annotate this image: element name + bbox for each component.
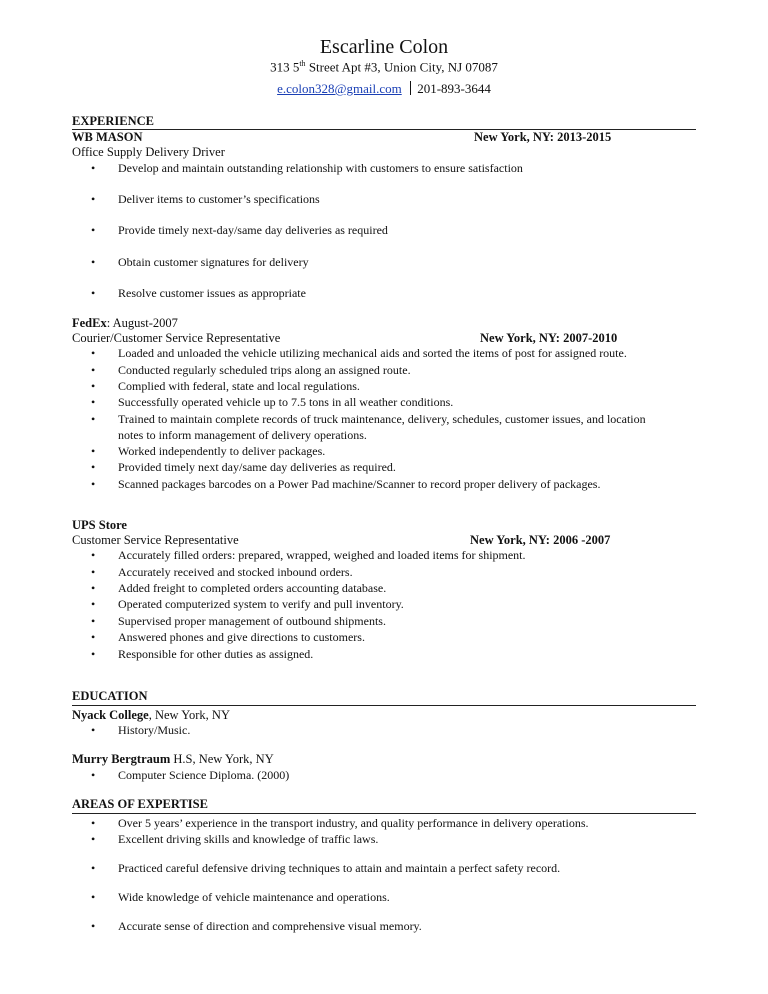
bullet-marker: • — [91, 363, 96, 377]
address-rest: Street Apt #3, Union City, NJ 07087 — [305, 59, 498, 75]
bullet-marker: • — [91, 581, 96, 595]
job-location-date: New York, NY: 2007-2010 — [480, 331, 618, 345]
candidate-name: Escarline Colon — [319, 36, 449, 58]
bullet-marker: • — [91, 723, 96, 737]
job-company: FedEx — [72, 316, 107, 330]
job-bullet: Accurately filled orders: prepared, wrapped, weighed and loaded items for shipment. — [118, 548, 526, 562]
job-company-suffix: : August-2007 — [106, 316, 178, 330]
expertise-item: Practiced careful defensive driving techniques to attain and maintain a perfect safety record. — [118, 861, 561, 875]
job-location-date: New York, NY: 2006 -2007 — [470, 533, 611, 547]
bullet-marker: • — [91, 597, 96, 611]
school-name: Nyack College — [72, 708, 149, 722]
bullet-marker: • — [91, 861, 96, 875]
bullet-marker: • — [91, 890, 96, 904]
job-location-date: New York, NY: 2013-2015 — [474, 130, 612, 144]
education-entry — [72, 752, 274, 767]
job-bullet: Complied with federal, state and local regulations. — [118, 379, 360, 393]
job-bullet: Deliver items to customer’s specifications — [118, 192, 320, 206]
bullet-marker: • — [91, 223, 96, 237]
job-company: UPS Store — [72, 518, 127, 532]
contact-line — [0, 81, 768, 97]
bullet-marker: • — [91, 444, 96, 458]
school-location: H.S, New York, NY — [170, 752, 274, 766]
email-link[interactable]: e.colon328@gmail.com — [277, 81, 402, 96]
job-bullet: Operated computerized system to verify and pull inventory. — [118, 597, 404, 611]
bullet-marker: • — [91, 647, 96, 661]
bullet-marker: • — [91, 286, 96, 300]
job-bullet: Provide timely next-day/same day deliveries as required — [118, 223, 388, 237]
bullet-marker: • — [91, 255, 96, 269]
section-rule — [72, 813, 696, 814]
bullet-marker: • — [91, 565, 96, 579]
expertise-item: Over 5 years’ experience in the transport industry, and quality performance in delivery operations. — [118, 816, 589, 830]
job-bullet: Added freight to completed orders accounting database. — [118, 581, 387, 595]
job-bullet: Trained to maintain complete records of truck maintenance, delivery, schedules, customer issues, and location — [118, 412, 646, 426]
job-bullet: Provided timely next day/same day deliveries as required. — [118, 460, 396, 474]
bullet-marker: • — [91, 460, 96, 474]
education-detail: History/Music. — [118, 723, 191, 737]
job-bullet: Conducted regularly scheduled trips along an assigned route. — [118, 363, 411, 377]
section-rule — [72, 705, 696, 706]
job-bullet: Scanned packages barcodes on a Power Pad machine/Scanner to record proper delivery of packages. — [118, 477, 601, 491]
bullet-marker: • — [91, 161, 96, 175]
bullet-marker: • — [91, 379, 96, 393]
job-title: Office Supply Delivery Driver — [72, 145, 225, 159]
job-bullet: Accurately received and stocked inbound orders. — [118, 565, 353, 579]
job-bullet-continuation: notes to inform management of delivery operations. — [118, 428, 367, 442]
education-detail: Computer Science Diploma. (2000) — [118, 768, 290, 782]
bullet-marker: • — [91, 477, 96, 491]
address-number: 313 5 — [270, 59, 300, 75]
school-name: Murry Bergtraum — [72, 752, 171, 766]
bullet-marker: • — [91, 192, 96, 206]
school-location: , New York, NY — [148, 708, 230, 722]
job-bullet: Supervised proper management of outbound shipments. — [118, 614, 386, 628]
job-company: WB MASON — [72, 130, 143, 144]
bullet-marker: • — [91, 412, 96, 426]
bullet-marker: • — [91, 346, 96, 360]
expertise-item: Excellent driving skills and knowledge of traffic laws. — [118, 832, 379, 846]
expertise-item: Accurate sense of direction and comprehensive visual memory. — [118, 919, 422, 933]
section-heading-expertise: AREAS OF EXPERTISE — [72, 797, 208, 811]
bullet-marker: • — [91, 630, 96, 644]
address-line — [0, 59, 768, 75]
bullet-marker: • — [91, 395, 96, 409]
bullet-marker: • — [91, 548, 96, 562]
job-bullet: Obtain customer signatures for delivery — [118, 255, 309, 269]
bullet-marker: • — [91, 614, 96, 628]
bullet-marker: • — [91, 768, 96, 782]
job-bullet: Loaded and unloaded the vehicle utilizing mechanical aids and sorted the items of post for assigned route. — [118, 346, 627, 360]
phone-number: 201-893-3644 — [417, 81, 491, 96]
job-company-line — [72, 316, 178, 331]
job-bullet: Worked independently to deliver packages. — [118, 444, 326, 458]
education-entry — [72, 708, 230, 723]
job-bullet: Successfully operated vehicle up to 7.5 tons in all weather conditions. — [118, 395, 454, 409]
section-heading-experience: EXPERIENCE — [72, 114, 154, 128]
contact-separator — [410, 81, 412, 95]
job-bullet: Responsible for other duties as assigned. — [118, 647, 314, 661]
address-ordinal: th — [299, 59, 306, 68]
section-heading-education: EDUCATION — [72, 689, 148, 703]
job-bullet: Answered phones and give directions to customers. — [118, 630, 365, 644]
expertise-item: Wide knowledge of vehicle maintenance and operations. — [118, 890, 390, 904]
bullet-marker: • — [91, 919, 96, 933]
job-title: Customer Service Representative — [72, 533, 239, 547]
bullet-marker: • — [91, 832, 96, 846]
job-bullet: Develop and maintain outstanding relationship with customers to ensure satisfaction — [118, 161, 523, 175]
job-bullet: Resolve customer issues as appropriate — [118, 286, 306, 300]
bullet-marker: • — [91, 816, 96, 830]
job-title: Courier/Customer Service Representative — [72, 331, 281, 345]
